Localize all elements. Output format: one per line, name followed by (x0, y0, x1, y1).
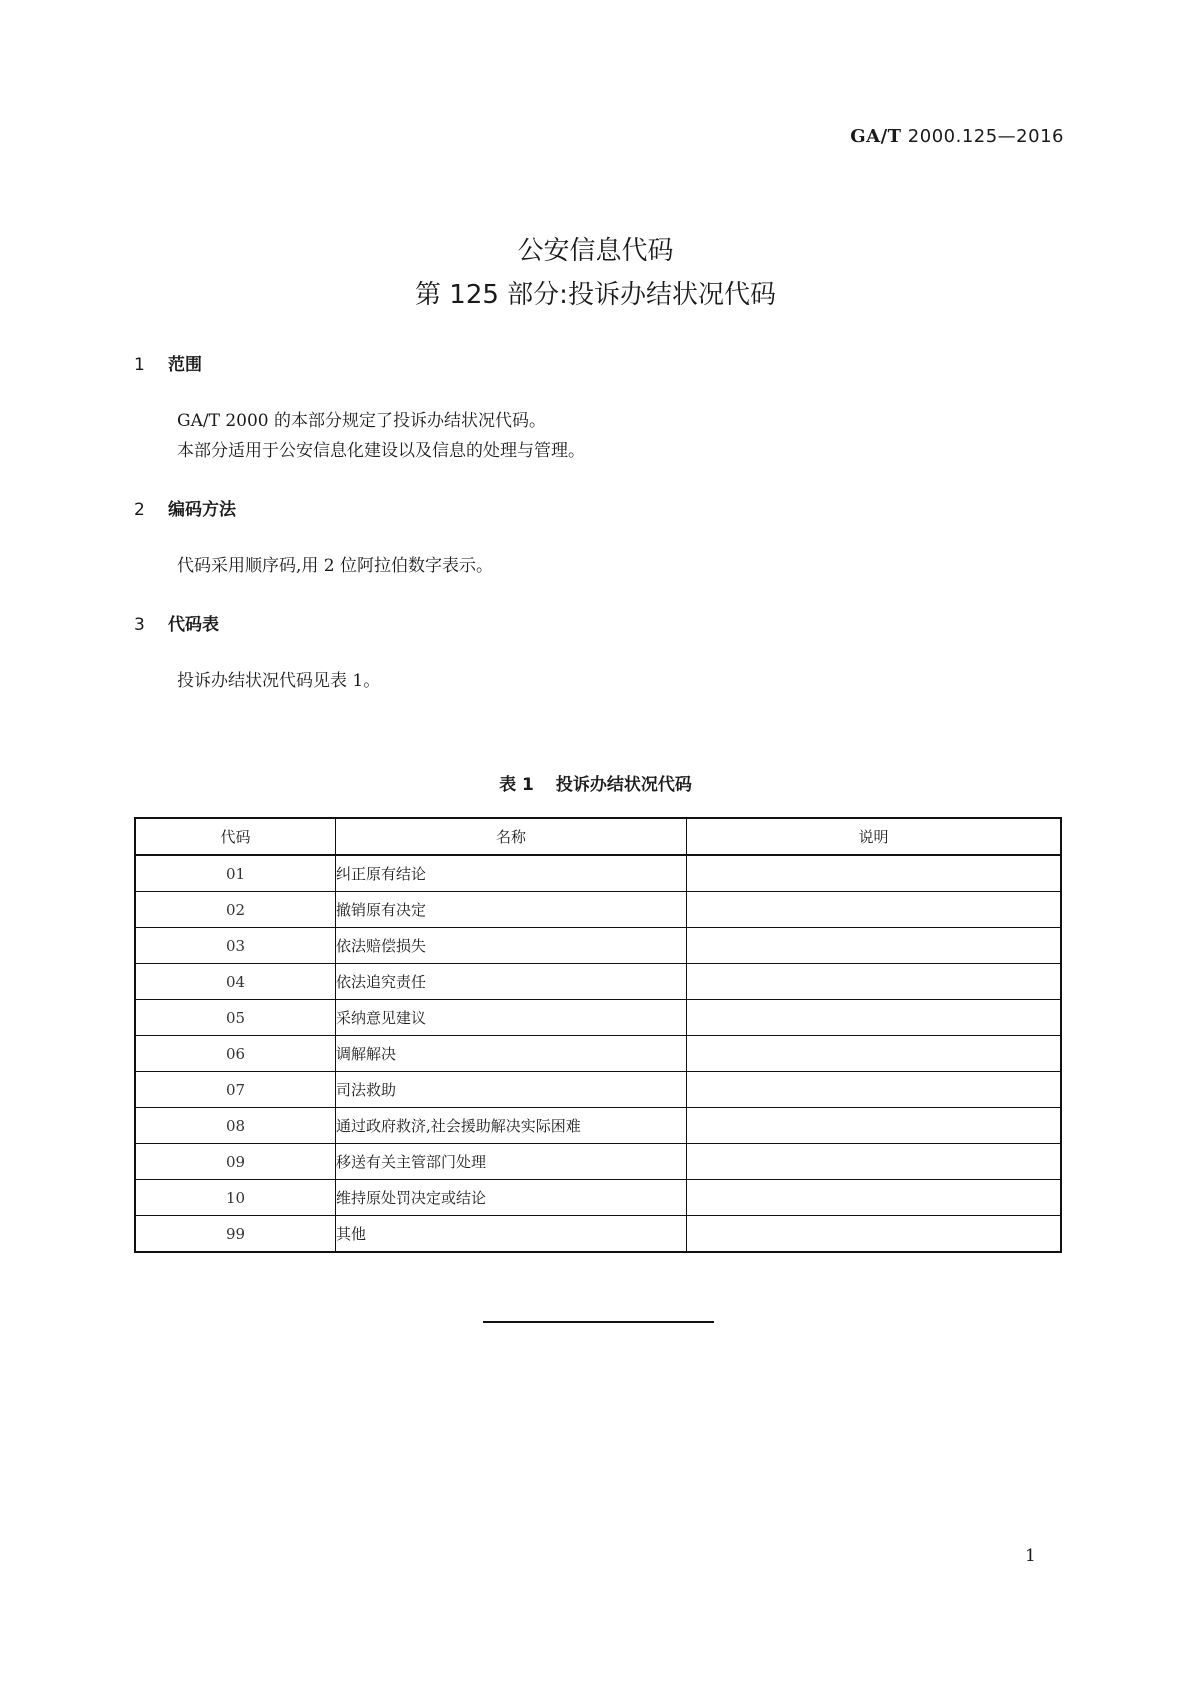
name-cell: 通过政府救济,社会援助解决实际困难 (336, 1108, 687, 1144)
section-2-paragraph-1: 代码采用顺序码,用 2 位阿拉伯数字表示。 (177, 556, 494, 576)
code-cell: 10 (135, 1180, 336, 1216)
table-caption (0, 770, 1191, 795)
table-row (135, 964, 1061, 1000)
name-cell: 移送有关主管部门处理 (336, 1144, 687, 1180)
end-of-document-rule (483, 1321, 714, 1323)
header-code: 代码 (135, 818, 336, 855)
note-cell (687, 1180, 1062, 1216)
name-cell: 调解解决 (336, 1036, 687, 1072)
code-cell: 07 (135, 1072, 336, 1108)
code-cell: 04 (135, 964, 336, 1000)
name-cell: 司法救助 (336, 1072, 687, 1108)
note-cell (687, 892, 1062, 928)
table-row (135, 1072, 1061, 1108)
name-cell: 依法追究责任 (336, 964, 687, 1000)
note-cell (687, 1000, 1062, 1036)
name-cell: 撤销原有决定 (336, 892, 687, 928)
table-row (135, 855, 1061, 892)
standard-code: 2000.125—2016 (907, 126, 1064, 147)
note-cell (687, 1072, 1062, 1108)
table-row (135, 1036, 1061, 1072)
name-cell: 采纳意见建议 (336, 1000, 687, 1036)
note-cell (687, 1144, 1062, 1180)
table-row (135, 1000, 1061, 1036)
table-row (135, 892, 1061, 928)
section-3-heading (134, 610, 219, 635)
section-3-paragraph-1: 投诉办结状况代码见表 1。 (177, 671, 381, 691)
name-cell: 其他 (336, 1216, 687, 1253)
table-row (135, 1180, 1061, 1216)
name-cell: 依法赔偿损失 (336, 928, 687, 964)
section-2-heading (134, 495, 236, 520)
section-2-title: 编码方法 (168, 500, 236, 520)
note-cell (687, 1108, 1062, 1144)
table-header-row (135, 818, 1061, 855)
section-1-heading (134, 350, 202, 375)
code-cell: 03 (135, 928, 336, 964)
code-cell: 99 (135, 1216, 336, 1253)
table-row (135, 1108, 1061, 1144)
section-1-paragraph-1: GA/T 2000 的本部分规定了投诉办结状况代码。 (177, 411, 546, 431)
note-cell (687, 855, 1062, 892)
code-table (134, 817, 1062, 1253)
header-name: 名称 (336, 818, 687, 855)
code-cell: 02 (135, 892, 336, 928)
note-cell (687, 1036, 1062, 1072)
standard-number (850, 126, 1064, 147)
table-caption-label: 表 1 (499, 775, 534, 795)
document-title: 公安信息代码 (517, 236, 674, 266)
page-number: 1 (1025, 1546, 1036, 1566)
standard-prefix: GA/T (850, 126, 902, 147)
code-cell: 08 (135, 1108, 336, 1144)
section-2-number: 2 (134, 500, 145, 520)
code-cell: 09 (135, 1144, 336, 1180)
header-note: 说明 (687, 818, 1062, 855)
section-3-title: 代码表 (168, 615, 219, 635)
code-cell: 01 (135, 855, 336, 892)
document-subtitle: 第 125 部分:投诉办结状况代码 (415, 280, 776, 310)
note-cell (687, 1216, 1062, 1253)
section-1-title: 范围 (168, 355, 202, 375)
note-cell (687, 928, 1062, 964)
note-cell (687, 964, 1062, 1000)
name-cell: 纠正原有结论 (336, 855, 687, 892)
table-caption-title: 投诉办结状况代码 (555, 775, 692, 795)
section-3-number: 3 (134, 615, 145, 635)
table-row (135, 1216, 1061, 1253)
name-cell: 维持原处罚决定或结论 (336, 1180, 687, 1216)
section-1-paragraph-2: 本部分适用于公安信息化建设以及信息的处理与管理。 (177, 441, 585, 461)
code-cell: 05 (135, 1000, 336, 1036)
table-row (135, 928, 1061, 964)
table-row (135, 1144, 1061, 1180)
code-cell: 06 (135, 1036, 336, 1072)
section-1-number: 1 (134, 355, 145, 375)
